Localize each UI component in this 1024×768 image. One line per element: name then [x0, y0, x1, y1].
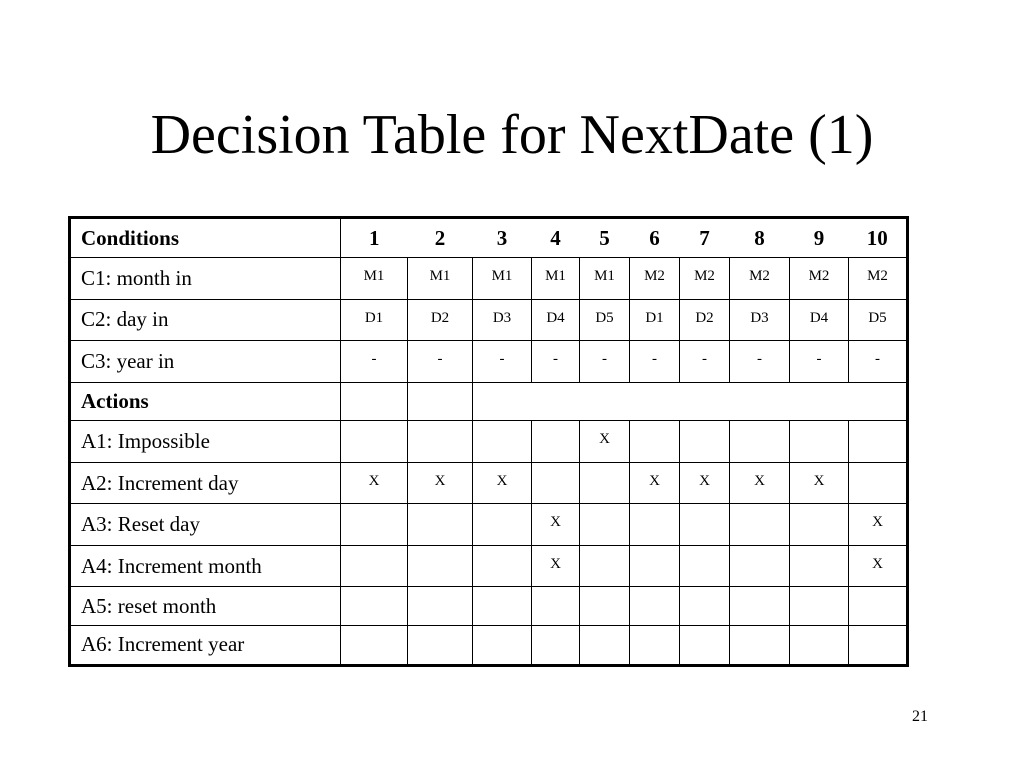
- action-cell: [532, 421, 580, 463]
- action-label: A1: Impossible: [70, 421, 341, 463]
- table-row: [70, 421, 908, 463]
- action-cell: [630, 421, 680, 463]
- action-cell: [408, 545, 473, 587]
- condition-cell: -: [849, 341, 908, 383]
- actions-header: Actions: [70, 382, 341, 421]
- action-cell: [790, 545, 849, 587]
- action-cell: [680, 625, 730, 665]
- action-cell: [730, 587, 790, 626]
- action-cell: X: [630, 462, 680, 504]
- action-cell: [790, 625, 849, 665]
- condition-cell: -: [473, 341, 532, 383]
- condition-cell: M1: [580, 258, 630, 300]
- action-cell: [408, 587, 473, 626]
- condition-cell: D4: [790, 299, 849, 341]
- action-cell: [580, 462, 630, 504]
- action-cell: [580, 625, 630, 665]
- rule-number: 7: [680, 218, 730, 258]
- action-cell: [473, 421, 532, 463]
- table-row: [70, 341, 908, 383]
- table-row: [70, 587, 908, 626]
- condition-cell: -: [341, 341, 408, 383]
- empty-cell: [341, 382, 408, 421]
- action-cell: [532, 625, 580, 665]
- condition-cell: D3: [730, 299, 790, 341]
- action-label: A3: Reset day: [70, 504, 341, 546]
- action-cell: X: [849, 504, 908, 546]
- condition-cell: M2: [680, 258, 730, 300]
- action-cell: [730, 504, 790, 546]
- action-cell: [341, 421, 408, 463]
- action-cell: [730, 421, 790, 463]
- action-cell: [849, 421, 908, 463]
- condition-cell: D1: [341, 299, 408, 341]
- action-cell: [680, 545, 730, 587]
- action-cell: [790, 504, 849, 546]
- action-cell: [341, 545, 408, 587]
- condition-cell: -: [580, 341, 630, 383]
- table-row: [70, 299, 908, 341]
- condition-cell: D4: [532, 299, 580, 341]
- action-cell: [680, 587, 730, 626]
- action-cell: [341, 625, 408, 665]
- rule-number: 2: [408, 218, 473, 258]
- rule-number: 8: [730, 218, 790, 258]
- action-cell: [849, 587, 908, 626]
- condition-cell: D5: [849, 299, 908, 341]
- action-cell: [790, 421, 849, 463]
- action-cell: [849, 625, 908, 665]
- action-cell: X: [790, 462, 849, 504]
- action-cell: X: [341, 462, 408, 504]
- action-cell: [630, 504, 680, 546]
- action-cell: X: [580, 421, 630, 463]
- condition-label: C2: day in: [70, 299, 341, 341]
- condition-cell: M1: [408, 258, 473, 300]
- action-cell: [730, 545, 790, 587]
- condition-cell: -: [730, 341, 790, 383]
- condition-cell: -: [630, 341, 680, 383]
- rule-number: 9: [790, 218, 849, 258]
- action-cell: [680, 504, 730, 546]
- condition-label: C3: year in: [70, 341, 341, 383]
- action-label: A2: Increment day: [70, 462, 341, 504]
- condition-cell: M2: [790, 258, 849, 300]
- action-cell: [473, 545, 532, 587]
- action-cell: [408, 421, 473, 463]
- condition-cell: M1: [341, 258, 408, 300]
- action-cell: [630, 545, 680, 587]
- action-cell: [473, 587, 532, 626]
- empty-cell: [408, 382, 473, 421]
- action-label: A6: Increment year: [70, 625, 341, 665]
- actions-header-row: [70, 382, 908, 421]
- rule-number: 1: [341, 218, 408, 258]
- table-row: [70, 504, 908, 546]
- action-cell: [790, 587, 849, 626]
- condition-cell: -: [408, 341, 473, 383]
- action-cell: [630, 625, 680, 665]
- action-cell: [630, 587, 680, 626]
- table-row: [70, 545, 908, 587]
- condition-cell: D2: [408, 299, 473, 341]
- table-header-row: [70, 218, 908, 258]
- action-cell: [730, 625, 790, 665]
- action-cell: [680, 421, 730, 463]
- decision-table: [68, 216, 909, 667]
- rule-number: 5: [580, 218, 630, 258]
- rule-number: 3: [473, 218, 532, 258]
- rule-number: 6: [630, 218, 680, 258]
- condition-cell: D3: [473, 299, 532, 341]
- action-cell: X: [730, 462, 790, 504]
- action-cell: [473, 625, 532, 665]
- action-cell: [580, 504, 630, 546]
- rule-number: 4: [532, 218, 580, 258]
- action-cell: [580, 545, 630, 587]
- action-cell: X: [408, 462, 473, 504]
- condition-cell: -: [680, 341, 730, 383]
- action-cell: X: [680, 462, 730, 504]
- action-cell: X: [849, 545, 908, 587]
- action-cell: [473, 504, 532, 546]
- table-row: [70, 462, 908, 504]
- condition-cell: M2: [630, 258, 680, 300]
- action-cell: [408, 504, 473, 546]
- condition-label: C1: month in: [70, 258, 341, 300]
- action-cell: X: [532, 504, 580, 546]
- action-cell: X: [532, 545, 580, 587]
- condition-cell: M1: [532, 258, 580, 300]
- rule-number: 10: [849, 218, 908, 258]
- condition-cell: D1: [630, 299, 680, 341]
- action-cell: [532, 587, 580, 626]
- condition-cell: -: [532, 341, 580, 383]
- condition-cell: D2: [680, 299, 730, 341]
- action-cell: [341, 587, 408, 626]
- action-label: A4: Increment month: [70, 545, 341, 587]
- page-number: 21: [912, 708, 928, 725]
- condition-cell: -: [790, 341, 849, 383]
- action-cell: [849, 462, 908, 504]
- conditions-header: Conditions: [70, 218, 341, 258]
- condition-cell: D5: [580, 299, 630, 341]
- condition-cell: M2: [849, 258, 908, 300]
- action-label: A5: reset month: [70, 587, 341, 626]
- action-cell: [341, 504, 408, 546]
- action-cell: [580, 587, 630, 626]
- action-cell: [408, 625, 473, 665]
- action-cell: [532, 462, 580, 504]
- table-row: [70, 625, 908, 665]
- empty-merged-cell: [473, 382, 908, 421]
- table-row: [70, 258, 908, 300]
- condition-cell: M1: [473, 258, 532, 300]
- condition-cell: M2: [730, 258, 790, 300]
- action-cell: X: [473, 462, 532, 504]
- slide-title: Decision Table for NextDate (1): [150, 104, 874, 166]
